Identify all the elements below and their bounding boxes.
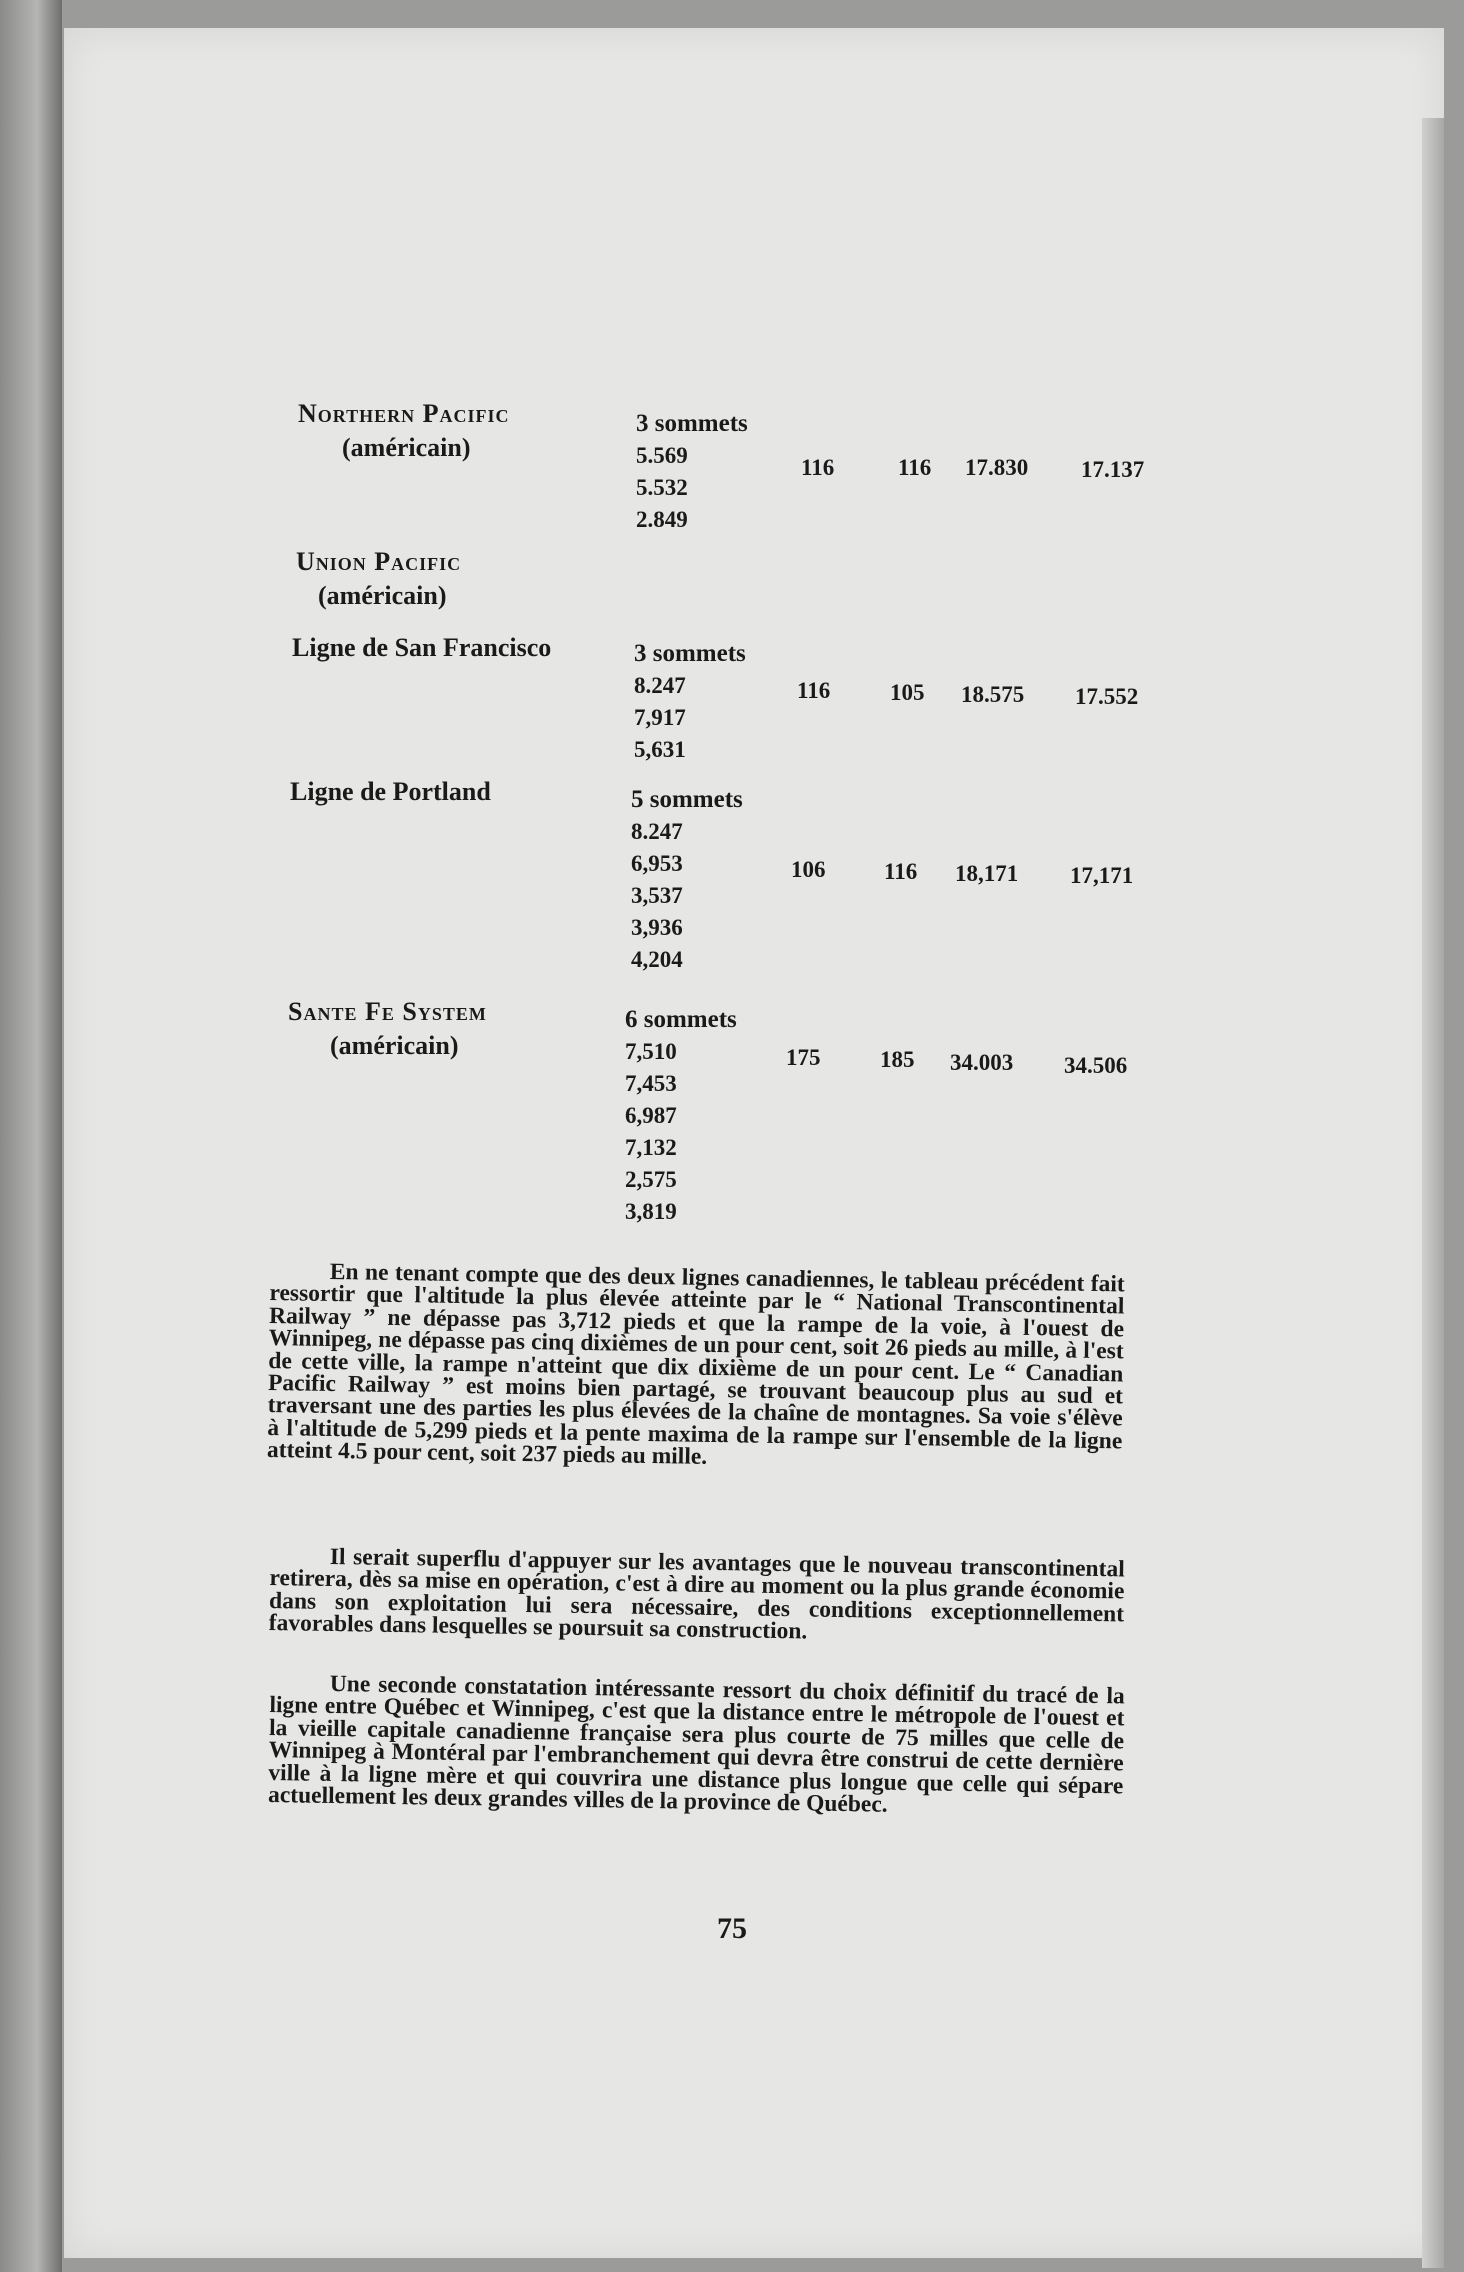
elevation-list: 3 sommets 8.247 7,917 5,631 — [634, 640, 746, 762]
paragraph: En ne tenant compte que des deux lignes canadiennes, le tableau précédent fait ressortir que l'altitude la plus élevée atteinte par le “ National Transcontinental Railway ” ne dépasse pas 3,712 pieds et que la rampe de la voie, à l'ouest de Winnipeg, ne dépasse pas cinq dixièmes de un pour cent, soit 26 pieds au mille, à l'est de cette ville, la rampe n'atteint que dix dixième de un pour cent. Le “ Canadian Pacific Railway ” est moins bien partagé, se trouvant beaucoup plus au sud et traversant une des parties les plus élevées de la chaîne de montagnes. Sa voie s'élève à l'altitude de 5,299 pieds et la pente maxima de la rampe sur l'ensemble de la ligne atteint 4.5 pour cent, soit 237 pieds au mille. — [266, 1258, 1125, 1471]
railway-name-sante-fe: Sante Fe System (américain) — [288, 997, 487, 1060]
table-cell: 116 — [801, 455, 835, 480]
table-cell: 18,171 — [955, 861, 1019, 886]
paragraph: Une seconde constatation intéressante ressort du choix définitif du tracé de la ligne entre Québec et Winnipeg, c'est que la distance entre le métropole de l'ouest et la vieille capitale canadienne française sera plus courte de 75 milles que celle de Winnipeg à Montéral par l'embranchement qui devra être construi de cette dernière ville à la ligne mère et qui couvrira une distance plus longue que celle qui sépare actuellement les deux grandes villes de la province de Québec. — [267, 1670, 1125, 1818]
table-cell: 116 — [898, 455, 932, 480]
table-cell: 17,171 — [1070, 863, 1134, 888]
table-cell: 116 — [797, 678, 831, 703]
railway-name-union-pacific: Union Pacific (américain) — [296, 547, 462, 610]
table-cell: 185 — [880, 1047, 915, 1072]
paragraph: Il serait superflu d'appuyer sur les avantages que le nouveau transcontinental retirera, dès sa mise en opération, c'est à dire au moment ou la plus grande économie dans son exploitation lui sera nécessaire, des conditions exceptionnellement favorables dans lesquelles se poursuit sa construction. — [268, 1543, 1125, 1645]
table-cell: 17.137 — [1081, 457, 1145, 482]
table-cell: 34.506 — [1064, 1053, 1128, 1078]
table-cell: 17.552 — [1075, 684, 1139, 709]
table-cell: 116 — [884, 859, 918, 884]
table-cell: 34.003 — [950, 1050, 1014, 1075]
elevation-list: 6 sommets 7,510 7,453 6,987 7,132 2,575 3,819 — [625, 1006, 737, 1224]
table-cell: 106 — [791, 857, 826, 882]
table-cell: 175 — [786, 1045, 821, 1070]
elevation-list: 3 sommets 5.569 5.532 2.849 — [636, 410, 748, 532]
railway-name-san-francisco: Ligne de San Francisco — [292, 633, 552, 662]
railway-name-portland: Ligne de Portland — [290, 777, 491, 806]
table-cell: 105 — [890, 680, 925, 705]
elevation-list: 5 sommets 8.247 6,953 3,537 3,936 4,204 — [631, 786, 743, 972]
table-cell: 18.575 — [961, 682, 1025, 707]
table-cell: 17.830 — [965, 455, 1029, 480]
railway-name-northern-pacific: Northern Pacific (américain) — [298, 399, 510, 462]
page-number: 75 — [717, 1912, 747, 1945]
